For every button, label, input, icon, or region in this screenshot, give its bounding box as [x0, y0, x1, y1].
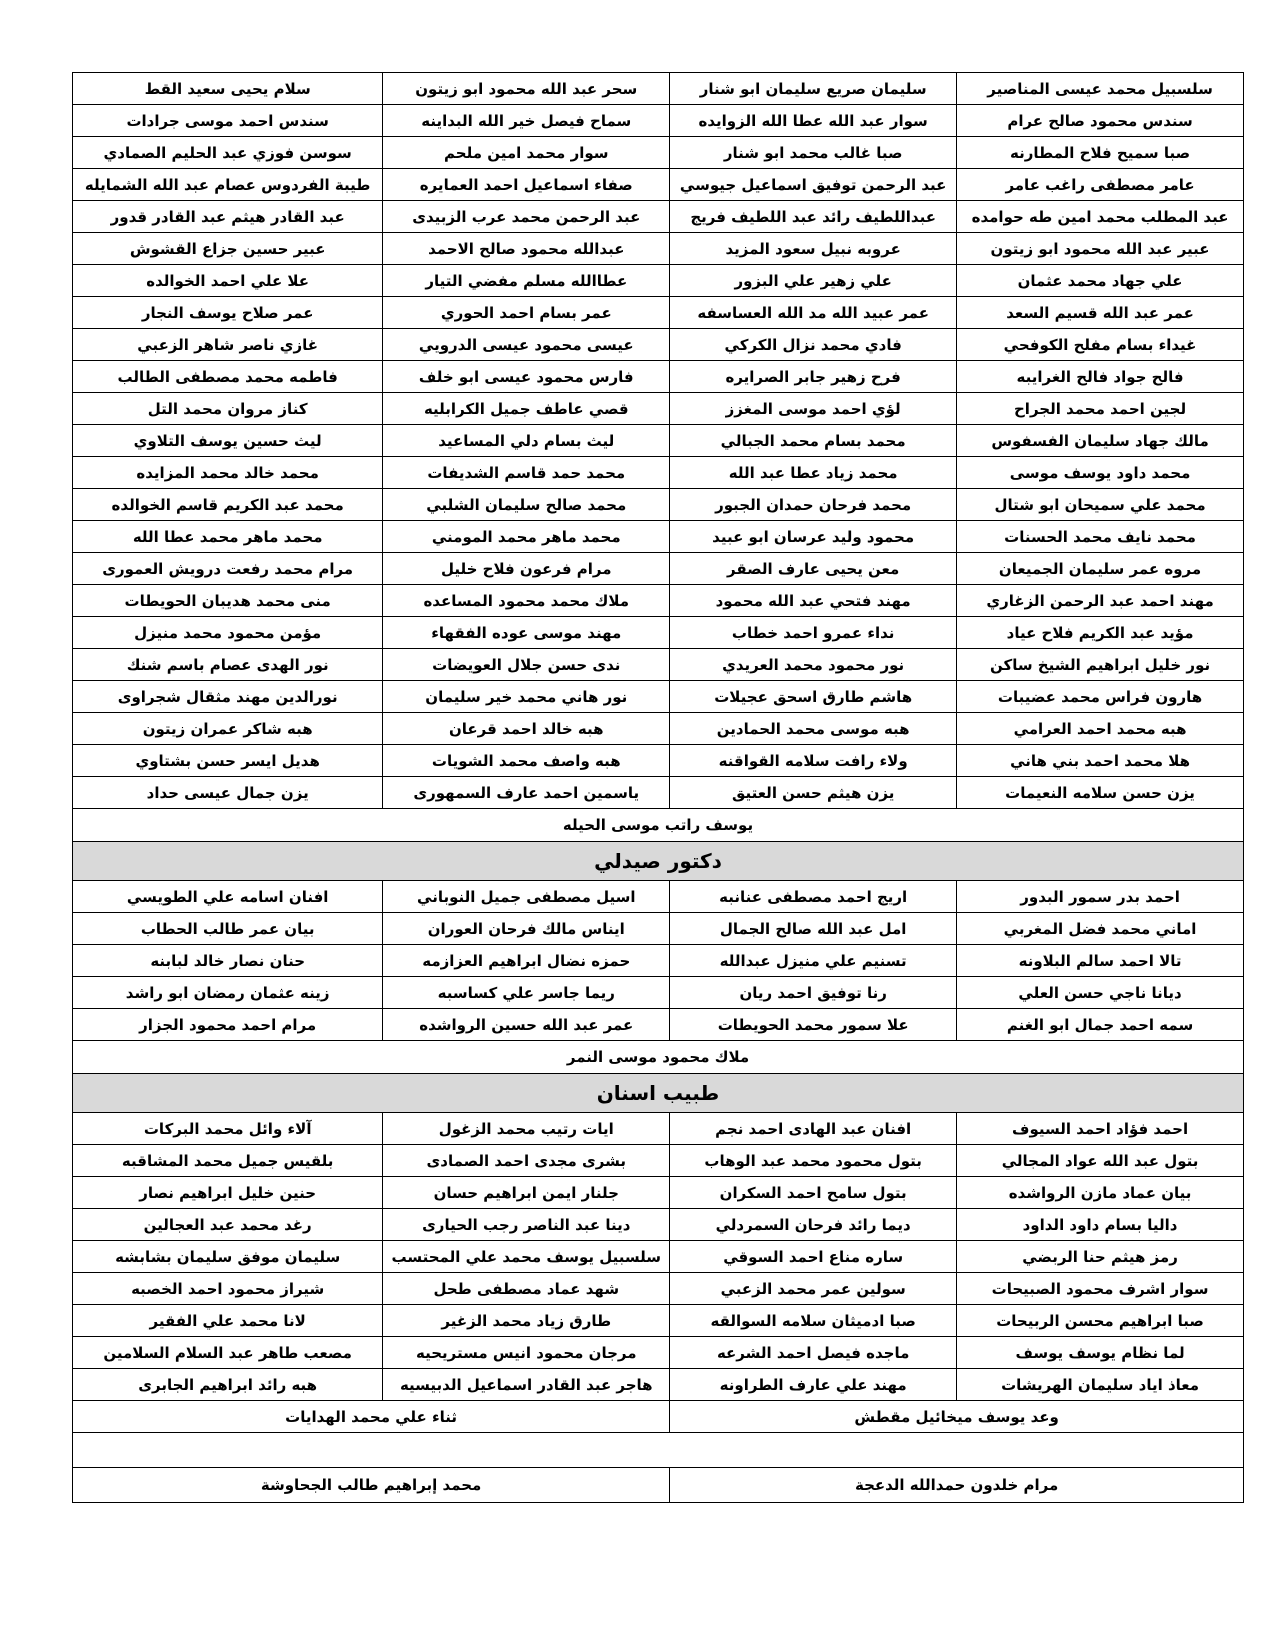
table-row: [73, 777, 1244, 809]
name-cell: محمد فرحان حمدان الجبور: [670, 489, 957, 521]
name-cell: طيبة الفردوس عصام عبد الله الشمايله: [73, 169, 383, 201]
name-cell: محمد داود يوسف موسى: [957, 457, 1244, 489]
name-cell: سوار عبد الله عطا الله الزوايده: [670, 105, 957, 137]
name-cell: دينا عبد الناصر رجب الحيارى: [383, 1209, 670, 1241]
name-cell: سماح فيصل خير الله البداينه: [383, 105, 670, 137]
name-cell: حمزه نضال ابراهيم العزازمه: [383, 945, 670, 977]
name-cell: نور محمود محمد العريدي: [670, 649, 957, 681]
name-cell: محمد ماهر محمد المومني: [383, 521, 670, 553]
name-cell: مرام فرعون فلاح خليل: [383, 553, 670, 585]
name-cell: ثناء علي محمد الهدايات: [73, 1401, 670, 1433]
table-row: [73, 1145, 1244, 1177]
table-row: [73, 137, 1244, 169]
name-cell: محمد خالد محمد المزايده: [73, 457, 383, 489]
name-cell: علا علي احمد الخوالده: [73, 265, 383, 297]
name-cell: لما نظام يوسف يوسف: [957, 1337, 1244, 1369]
table-row: [73, 585, 1244, 617]
name-cell: مالك جهاد سليمان الفسفوس: [957, 425, 1244, 457]
name-cell: سولين عمر محمد الزعبي: [670, 1273, 957, 1305]
name-cell: يزن هيثم حسن العتيق: [670, 777, 957, 809]
name-cell: محمد عبد الكريم قاسم الخوالده: [73, 489, 383, 521]
name-cell: آلاء وائل محمد البركات: [73, 1113, 383, 1145]
name-cell: يزن جمال عيسى حداد: [73, 777, 383, 809]
name-cell: هلا محمد احمد بني هاني: [957, 745, 1244, 777]
name-cell: محمد زياد عطا عبد الله: [670, 457, 957, 489]
section-title: طبيب اسنان: [73, 1074, 1244, 1113]
table-row: [73, 1041, 1244, 1074]
name-cell: افنان اسامه علي الطويسي: [73, 881, 383, 913]
name-cell: نور هاني محمد خير سليمان: [383, 681, 670, 713]
table-row: [73, 1369, 1244, 1401]
table-row: [73, 809, 1244, 842]
name-cell: عمر عبيد الله مد الله العساسفه: [670, 297, 957, 329]
name-cell: سلسبيل يوسف محمد علي المحتسب: [383, 1241, 670, 1273]
name-cell: ندى حسن جلال العويضات: [383, 649, 670, 681]
name-cell: اماني محمد فضل المغربي: [957, 913, 1244, 945]
name-cell: سلسبيل محمد عيسى المناصير: [957, 73, 1244, 105]
name-cell: عمر بسام احمد الحوري: [383, 297, 670, 329]
table-row: [73, 521, 1244, 553]
table-row: [73, 1177, 1244, 1209]
table-row: [73, 1305, 1244, 1337]
name-cell: سلام يحيى سعيد القط: [73, 73, 383, 105]
name-cell: ايناس مالك فرحان العوران: [383, 913, 670, 945]
table-row: [73, 649, 1244, 681]
name-cell: هبه موسى محمد الحمادين: [670, 713, 957, 745]
name-cell: صبا سميح فلاح المطارنه: [957, 137, 1244, 169]
name-cell: رغد محمد عبد العجالين: [73, 1209, 383, 1241]
name-cell: نور الهدى عصام باسم شنك: [73, 649, 383, 681]
table-row: [73, 553, 1244, 585]
name-cell: عبير عبد الله محمود ابو زيتون: [957, 233, 1244, 265]
name-cell: نداء عمرو احمد خطاب: [670, 617, 957, 649]
footer-table: [72, 1468, 1244, 1503]
table-row: [73, 913, 1244, 945]
name-cell: عطاالله مسلم مفضي التيار: [383, 265, 670, 297]
name-cell: محمد ماهر محمد عطا الله: [73, 521, 383, 553]
table-row: [73, 713, 1244, 745]
table-row: [73, 1401, 1244, 1433]
name-cell: داليا بسام داود الداود: [957, 1209, 1244, 1241]
name-cell: صبا غالب محمد ابو شنار: [670, 137, 957, 169]
table-row: [73, 1273, 1244, 1305]
name-cell: بتول محمود محمد عبد الوهاب: [670, 1145, 957, 1177]
name-cell: احمد فؤاد احمد السيوف: [957, 1113, 1244, 1145]
table-row: [73, 842, 1244, 881]
table-row: [73, 105, 1244, 137]
name-cell: شيراز محمود احمد الخصبه: [73, 1273, 383, 1305]
table-row: [73, 393, 1244, 425]
name-cell: ياسمين احمد عارف السمهورى: [383, 777, 670, 809]
name-cell: مهند فتحي عبد الله محمود: [670, 585, 957, 617]
name-cell: لؤي احمد موسى المغزز: [670, 393, 957, 425]
table-row: [73, 265, 1244, 297]
name-cell: فادي محمد نزال الكركي: [670, 329, 957, 361]
name-cell: رمز هيثم حنا الربضي: [957, 1241, 1244, 1273]
name-cell: هاجر عبد القادر اسماعيل الدبيسيه: [383, 1369, 670, 1401]
table-row: [73, 297, 1244, 329]
name-cell: ديما رائد فرحان السمردلي: [670, 1209, 957, 1241]
name-cell: مرام احمد محمود الجزار: [73, 1009, 383, 1041]
table-row: [73, 489, 1244, 521]
name-cell: علا سمور محمد الحويطات: [670, 1009, 957, 1041]
name-cell: عبير حسين جزاع القشوش: [73, 233, 383, 265]
table-row: [73, 1241, 1244, 1273]
name-cell: عمر عبد الله قسيم السعد: [957, 297, 1244, 329]
name-cell: حنان نصار خالد لبابنه: [73, 945, 383, 977]
name-cell: اريج احمد مصطفى عنانبه: [670, 881, 957, 913]
name-cell: عامر مصطفى راغب عامر: [957, 169, 1244, 201]
name-cell: محمد حمد قاسم الشديفات: [383, 457, 670, 489]
name-cell: سندس احمد موسى جرادات: [73, 105, 383, 137]
name-cell: سحر عبد الله محمود ابو زيتون: [383, 73, 670, 105]
name-cell: بتول سامح احمد السكران: [670, 1177, 957, 1209]
name-cell: صبا ابراهيم محسن الربيحات: [957, 1305, 1244, 1337]
name-cell: كناز مروان محمد التل: [73, 393, 383, 425]
name-cell: هبه واصف محمد الشويات: [383, 745, 670, 777]
name-cell: سليمان موفق سليمان بشابشه: [73, 1241, 383, 1273]
name-cell: فاطمه محمد مصطفى الطالب: [73, 361, 383, 393]
name-cell: مرام محمد رفعت درويش العمورى: [73, 553, 383, 585]
name-cell: مرام خلدون حمدالله الدعجة: [670, 1468, 1244, 1503]
name-cell: محمد صالح سليمان الشلبي: [383, 489, 670, 521]
name-cell: طارق زياد محمد الزغير: [383, 1305, 670, 1337]
name-cell: عمر صلاح يوسف النجار: [73, 297, 383, 329]
name-cell: هارون فراس محمد عضيبات: [957, 681, 1244, 713]
name-cell: علي جهاد محمد عثمان: [957, 265, 1244, 297]
name-cell: مروه عمر سليمان الجميعان: [957, 553, 1244, 585]
table-row: [73, 457, 1244, 489]
name-cell: ليث بسام دلي المساعيد: [383, 425, 670, 457]
name-cell: ساره مناع احمد السوقي: [670, 1241, 957, 1273]
table-row: [73, 361, 1244, 393]
name-cell: صفاء اسماعيل احمد العمايره: [383, 169, 670, 201]
name-cell: محمد علي سميحان ابو شتال: [957, 489, 1244, 521]
name-cell: هبه شاكر عمران زيتون: [73, 713, 383, 745]
name-cell: بشرى مجدى احمد الصمادى: [383, 1145, 670, 1177]
name-cell: سمه احمد جمال ابو الغنم: [957, 1009, 1244, 1041]
name-cell: بتول عبد الله عواد المجالي: [957, 1145, 1244, 1177]
name-cell: اسيل مصطفى جميل النوباني: [383, 881, 670, 913]
name-cell: علي زهير علي البزور: [670, 265, 957, 297]
name-cell: ولاء رافت سلامه القواقنه: [670, 745, 957, 777]
name-cell: شهد عماد مصطفى طحل: [383, 1273, 670, 1305]
table-row: [73, 617, 1244, 649]
name-cell: محمود وليد عرسان ابو عبيد: [670, 521, 957, 553]
name-cell: نورالدين مهند مثقال شجراوى: [73, 681, 383, 713]
name-cell: محمد نايف محمد الحسنات: [957, 521, 1244, 553]
name-cell: عبد الرحمن محمد عرب الزبيدى: [383, 201, 670, 233]
name-cell: نور خليل ابراهيم الشيخ ساكن: [957, 649, 1244, 681]
name-cell: هبه محمد احمد العرامي: [957, 713, 1244, 745]
name-cell: رنا توفيق احمد ريان: [670, 977, 957, 1009]
table-row: [73, 1209, 1244, 1241]
name-cell: مؤمن محمود محمد منيزل: [73, 617, 383, 649]
name-cell: لجين احمد محمد الجراح: [957, 393, 1244, 425]
blank-row: [73, 1433, 1244, 1468]
name-cell: منى محمد هديبان الحويطات: [73, 585, 383, 617]
table-row: [73, 1337, 1244, 1369]
name-cell: عيسى محمود عيسى الدرويي: [383, 329, 670, 361]
table-row: [73, 1113, 1244, 1145]
name-cell: فرح زهير جابر الصرايره: [670, 361, 957, 393]
name-cell: ايات رتيب محمد الزغول: [383, 1113, 670, 1145]
name-cell: غازي ناصر شاهر الزعبي: [73, 329, 383, 361]
name-cell: هبه رائد ابراهيم الجابرى: [73, 1369, 383, 1401]
name-cell: معن يحيى عارف الصقر: [670, 553, 957, 585]
table-row: [73, 233, 1244, 265]
table-row: [73, 169, 1244, 201]
table-row: [73, 201, 1244, 233]
table-row: [73, 329, 1244, 361]
name-cell: ليث حسين يوسف التلاوي: [73, 425, 383, 457]
name-cell: سوار محمد امين ملحم: [383, 137, 670, 169]
name-cell: زينه عثمان رمضان ابو راشد: [73, 977, 383, 1009]
name-cell: فارس محمود عيسى ابو خلف: [383, 361, 670, 393]
name-cell: بيان عمر طالب الحطاب: [73, 913, 383, 945]
name-cell: قصي عاطف جميل الكرابليه: [383, 393, 670, 425]
name-cell: ملاك محمد محمود المساعده: [383, 585, 670, 617]
name-cell: ملاك محمود موسى النمر: [73, 1041, 1244, 1074]
name-cell: فالح جواد فالح الغرايبه: [957, 361, 1244, 393]
name-cell: مهند احمد عبد الرحمن الزغاري: [957, 585, 1244, 617]
name-cell: محمد إبراهيم طالب الجحاوشة: [73, 1468, 670, 1503]
name-cell: يزن حسن سلامه النعيمات: [957, 777, 1244, 809]
name-cell: صبا ادميثان سلامه السوالقه: [670, 1305, 957, 1337]
name-cell: يوسف راتب موسى الحيله: [73, 809, 1244, 842]
table-row: [73, 745, 1244, 777]
name-cell: عبد المطلب محمد امين طه حوامده: [957, 201, 1244, 233]
name-cell: عروبه نبيل سعود المزيد: [670, 233, 957, 265]
name-cell: عبدالله محمود صالح الاحمد: [383, 233, 670, 265]
name-cell: سوسن فوزي عبد الحليم الصمادي: [73, 137, 383, 169]
name-cell: حنين خليل ابراهيم نصار: [73, 1177, 383, 1209]
name-cell: تسنيم علي منيزل عبدالله: [670, 945, 957, 977]
blank-cell: [73, 1433, 1244, 1468]
name-cell: عبد القادر هيثم عبد القادر قدور: [73, 201, 383, 233]
name-cell: تالا احمد سالم البلاونه: [957, 945, 1244, 977]
table-row: [73, 945, 1244, 977]
name-cell: مؤيد عبد الكريم فلاح عياد: [957, 617, 1244, 649]
name-cell: لانا محمد علي الفقير: [73, 1305, 383, 1337]
name-cell: معاذ اياد سليمان الهريشات: [957, 1369, 1244, 1401]
names-table: [72, 72, 1244, 1468]
table-row: [73, 881, 1244, 913]
name-cell: ديانا ناجي حسن العلي: [957, 977, 1244, 1009]
table-row: [73, 1074, 1244, 1113]
name-cell: سليمان صريع سليمان ابو شنار: [670, 73, 957, 105]
table-row: [73, 73, 1244, 105]
name-cell: ريما جاسر علي كساسبه: [383, 977, 670, 1009]
table-row: [73, 1009, 1244, 1041]
name-cell: محمد بسام محمد الجبالي: [670, 425, 957, 457]
names-sheet: [72, 72, 1244, 1503]
name-cell: عبداللطيف رائد عبد اللطيف فريج: [670, 201, 957, 233]
name-cell: عبد الرحمن توفيق اسماعيل جيوسي: [670, 169, 957, 201]
table-row: [73, 425, 1244, 457]
name-cell: هاشم طارق اسحق عجيلات: [670, 681, 957, 713]
name-cell: غيداء بسام مفلح الكوفحي: [957, 329, 1244, 361]
name-cell: امل عبد الله صالح الجمال: [670, 913, 957, 945]
name-cell: مرجان محمود انيس مستريحيه: [383, 1337, 670, 1369]
name-cell: جلنار ايمن ابراهيم حسان: [383, 1177, 670, 1209]
name-cell: افنان عبد الهادى احمد نجم: [670, 1113, 957, 1145]
name-cell: مهند موسى عوده الفقهاء: [383, 617, 670, 649]
name-cell: عمر عبد الله حسين الرواشده: [383, 1009, 670, 1041]
name-cell: ماجده فيصل احمد الشرعه: [670, 1337, 957, 1369]
table-row: [73, 977, 1244, 1009]
section-title: دكتور صيدلي: [73, 842, 1244, 881]
name-cell: مصعب طاهر عبد السلام السلامين: [73, 1337, 383, 1369]
name-cell: مهند علي عارف الطراونه: [670, 1369, 957, 1401]
name-cell: بيان عماد مازن الرواشده: [957, 1177, 1244, 1209]
name-cell: بلقيس جميل محمد المشاقبه: [73, 1145, 383, 1177]
name-cell: سندس محمود صالح عرام: [957, 105, 1244, 137]
table-row: [73, 681, 1244, 713]
name-cell: هبه خالد احمد قرعان: [383, 713, 670, 745]
name-cell: سوار اشرف محمود الصبيحات: [957, 1273, 1244, 1305]
name-cell: هديل ايسر حسن بشتاوي: [73, 745, 383, 777]
name-cell: وعد يوسف ميخائيل مقطش: [670, 1401, 1244, 1433]
footer-row: [73, 1468, 1244, 1503]
name-cell: احمد بدر سمور البدور: [957, 881, 1244, 913]
